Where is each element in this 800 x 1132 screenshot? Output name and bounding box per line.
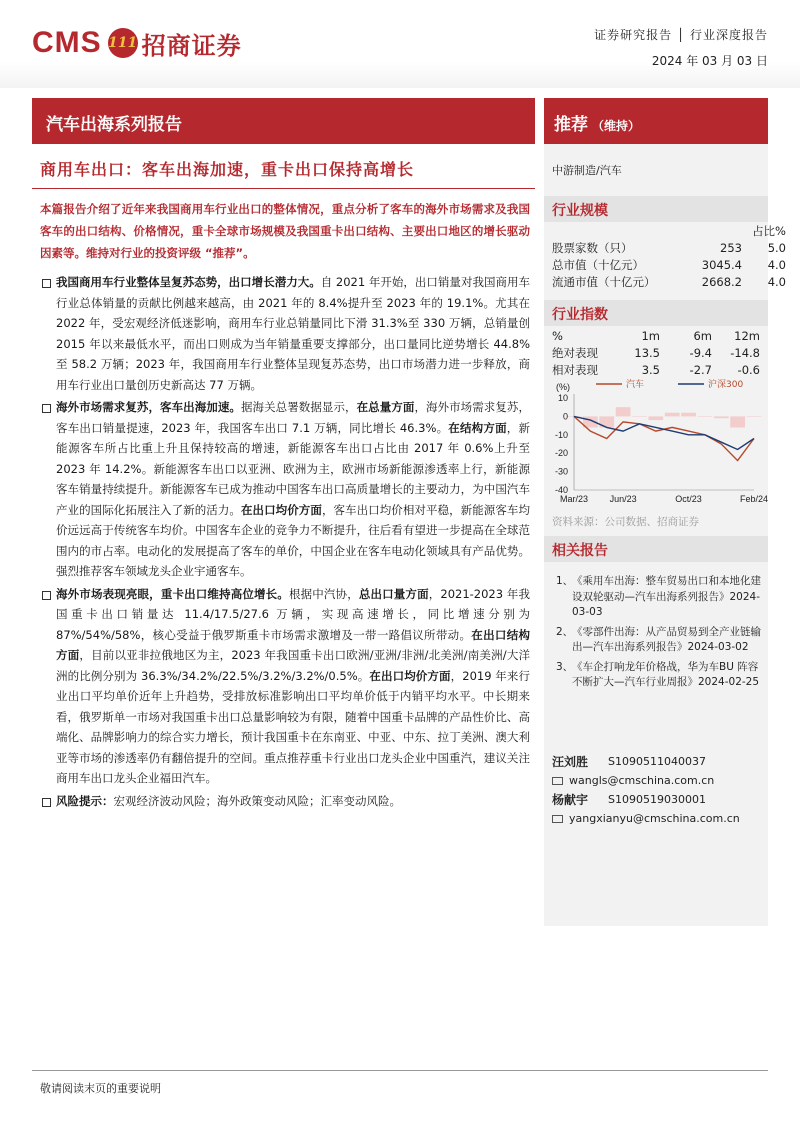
- x-tick-label: Oct/23: [675, 494, 702, 504]
- bullet-paragraph: [40, 397, 530, 582]
- analyst-row: [552, 752, 762, 771]
- body-text: ，2019 年来行业出口平均单价近年上升趋势，受排放标准影响出口平均单价低于内销平均水平。中长期来看，俄罗斯单一市场对我国重卡出口总量影响较为有限，随着中国重卡品牌的产品性价比、高端化、品牌影响力的综合实力增长，预计我国重卡在东南亚、中亚、中东、拉丁美洲、澳大利亚等市场的渗透率仍有翻倍提升的空间。重点推荐重卡行业出口龙头企业中国重汽，建议关注商用车出口龙头企业福田汽车。: [56, 668, 530, 785]
- list-item[interactable]: 1、 《乘用车出海：整车贸易出口和本地化建设双轮驱动—汽车出海系列报告》2024-03-03: [556, 575, 761, 618]
- abstract: 本篇报告介绍了近年来我国商用车行业出口的整体情况，重点分析了客车的海外市场需求及我国客车的出口结构、价格情况，重卡全球市场规模及我国重卡出口结构、主要出口地区的增长驱动因素等。维持对行业的投资评级 “推荐”。: [40, 202, 530, 260]
- y-tick-label: -40: [554, 485, 568, 495]
- analyst-email-row[interactable]: [552, 809, 762, 828]
- table-header-row: 占比%: [752, 223, 786, 238]
- bold-text: 风险提示：: [56, 793, 114, 808]
- series-title-bar: 汽车出海系列报告: [32, 98, 535, 144]
- bullet-paragraph: [40, 791, 530, 812]
- section-industry-scale: 行业规模: [544, 196, 768, 222]
- area-bar: [730, 416, 745, 427]
- company-logo: [32, 26, 242, 60]
- y-tick-label: 0: [562, 411, 568, 422]
- rating-bar: [544, 98, 768, 144]
- y-tick-label: -20: [554, 448, 568, 459]
- body-text: ，海外市场需求复苏，客车出口销量提速，2023 年，我国客车出口 7.1 万辆，同比增长 46.3%。: [56, 400, 530, 435]
- legend-label: 汽车: [626, 380, 645, 390]
- area-bar: [747, 416, 762, 417]
- body-text: ，新能源客车所占比重上升且保持较高的增速，新能源客车出口占比由 2017 年 0.6%上升至 2023 年 14.2%。新能源客车出口以亚洲、欧洲为主，欧洲市场新能源渗透率上行，新能源客车销量持续提升。新能源客车已成为推动中国客车出口高质量增长的主要动力，为中国汽车产业的国际化拓展注入了新的活力。: [56, 420, 530, 517]
- body-text: ，2021-2023 年我国重卡出口销量达 11.4/17.5/27.6 万辆，实现高速增长，同比增速分别为 87%/54%/58%，核心受益于俄罗斯重卡市场需求激增及一带一路倡议所带动。: [56, 586, 531, 642]
- analyst-id: S1090519030001: [608, 793, 706, 806]
- body-text: ，目前以亚非拉俄地区为主，2023 年我国重卡出口欧洲/亚洲/非洲/北美洲/南美洲/大洋洲的比例分别为 36.3%/34.2%/22.5%/3.2%/3.2%/0.5%。: [56, 648, 531, 683]
- mail-icon: [552, 777, 563, 785]
- chart-source: 资料来源：公司数据、招商证券: [552, 516, 699, 528]
- analyst-name: 杨献宇: [552, 793, 589, 807]
- index-chart: [548, 378, 769, 508]
- logo-text: CMS: [32, 26, 102, 59]
- area-bar: [616, 407, 631, 416]
- section-industry-index: 行业指数: [544, 300, 768, 326]
- table-header-row: % 1m 6m 12m: [552, 328, 760, 343]
- report-body: [40, 272, 530, 813]
- area-bar: [665, 413, 680, 417]
- related-reports-list: [556, 574, 762, 695]
- list-item[interactable]: 3、 《车企打响龙年价格战，华为车BU 阵容不断扩大—汽车行业周报》2024-02-25: [556, 660, 760, 688]
- body-text: ，客车出口均价相对平稳，新能源客车均价远远高于传统客车均价。中国客车企业的竞争力不断提升，往后看有望进一步提高在全球范围内的市占率。电动化的发展提高了客车的单价，中国企业在客车电动化领域具有产品优势。强烈推荐客车领域龙头企业宇通客车。: [56, 502, 530, 578]
- rating-sub: （维持）: [592, 119, 641, 133]
- logo-cn-text: 招商证券: [141, 31, 242, 60]
- area-bar: [681, 413, 696, 417]
- analyst-row: [552, 790, 762, 809]
- bold-text: 我国商用车行业整体呈复苏态势，出口增长潜力大。: [56, 275, 321, 289]
- bold-text: 海外市场需求复苏，客车出海加速。: [56, 400, 241, 414]
- analyst-block: [552, 752, 762, 828]
- table-row: 总市值（十亿元） 3045.4 4.0: [552, 257, 786, 272]
- area-bar: [648, 416, 663, 420]
- report-date: 2024 年 03 月 03 日: [651, 54, 768, 68]
- mail-icon: [552, 815, 563, 823]
- x-tick-label: Feb/24: [739, 494, 769, 504]
- list-item[interactable]: 2、 《零部件出海：从产品贸易到全产业链输出—汽车出海系列报告》2024-03-02: [556, 625, 761, 653]
- footer-note: 敬请阅读末页的重要说明: [40, 1082, 161, 1095]
- index-table: [552, 327, 760, 378]
- analyst-email-row[interactable]: [552, 771, 762, 790]
- report-type: 证券研究报告 │ 行业深度报告: [594, 28, 768, 42]
- bold-text: 总出口量方面: [358, 586, 429, 601]
- x-tick-label: Jun/23: [609, 494, 637, 504]
- area-bar: [698, 416, 713, 417]
- bullet-paragraph: [40, 272, 530, 395]
- analyst-name: 汪刘胜: [552, 755, 589, 769]
- body-text: 自 2021 年开始，出口销量对我国商用车行业总体销量的贡献比例越来越高，由 2021 年的 8.4%提升至 2023 年的 19.1%。尤其在 2022 年，受宏观经济低迷影响，商用车行业总销量同比下滑 31.3%至 330 万辆，总销量创 2015 年以来最低水平，而出口则成为当年销量重要支撑部分，出口量同比逆势增长 44.8%至 58.2 万辆；2023 年，我国商用车行业整体呈现复苏态势，出口市场潜力进一步释放，商用车行业出口量创历史新高达 77 万辆。: [56, 275, 530, 392]
- table-row: 股票家数（只） 253 5.0: [552, 240, 786, 255]
- bullet-paragraph: [40, 584, 530, 789]
- divider: [32, 188, 535, 189]
- y-tick-label: -10: [554, 429, 568, 440]
- industry-classification: 中游制造/汽车: [552, 164, 622, 177]
- bold-text: 在出口均价方面: [241, 502, 322, 517]
- analyst-id: S1090511040037: [608, 755, 706, 768]
- bold-text: 在出口结构方面: [56, 627, 531, 662]
- table-row: 流通市值（十亿元） 2668.2 4.0: [552, 274, 786, 289]
- legend-label: 沪深300: [708, 380, 744, 390]
- bold-text: 在出口均价方面: [369, 668, 451, 683]
- footer-divider: [32, 1070, 768, 1071]
- x-tick-label: Mar/23: [559, 494, 589, 504]
- area-bar: [714, 416, 729, 418]
- rating-label: 推荐: [554, 115, 588, 135]
- body-text: 根据中汽协，: [288, 586, 359, 601]
- area-bar: [632, 416, 647, 417]
- body-text: 宏观经济波动风险；海外政策变动风险；汇率变动风险。: [113, 793, 401, 808]
- scale-table: [552, 222, 786, 290]
- y-tick-label: 10: [557, 393, 568, 403]
- bold-text: 海外市场表现亮眼，重卡出口维持高位增长。: [56, 586, 289, 601]
- report-headline: 商用车出口：客车出海加速，重卡出口保持高增长: [40, 160, 415, 179]
- section-related-reports: 相关报告: [544, 536, 768, 562]
- body-text: 据海关总署数据显示，: [241, 400, 357, 414]
- logo-mark-icon: 111: [108, 28, 138, 58]
- y-axis-label: (%): [556, 382, 570, 392]
- bold-text: 在总量方面: [356, 400, 415, 414]
- y-tick-label: -30: [554, 466, 568, 477]
- bold-text: 在结构方面: [448, 420, 507, 435]
- analyst-email[interactable]: wangls@cmschina.com.cn: [569, 774, 715, 787]
- table-row: 相对表现 3.5 -2.7 -0.6: [552, 362, 760, 377]
- table-row: 绝对表现 13.5 -9.4 -14.8: [552, 345, 760, 360]
- analyst-email[interactable]: yangxianyu@cmschina.com.cn: [569, 812, 740, 825]
